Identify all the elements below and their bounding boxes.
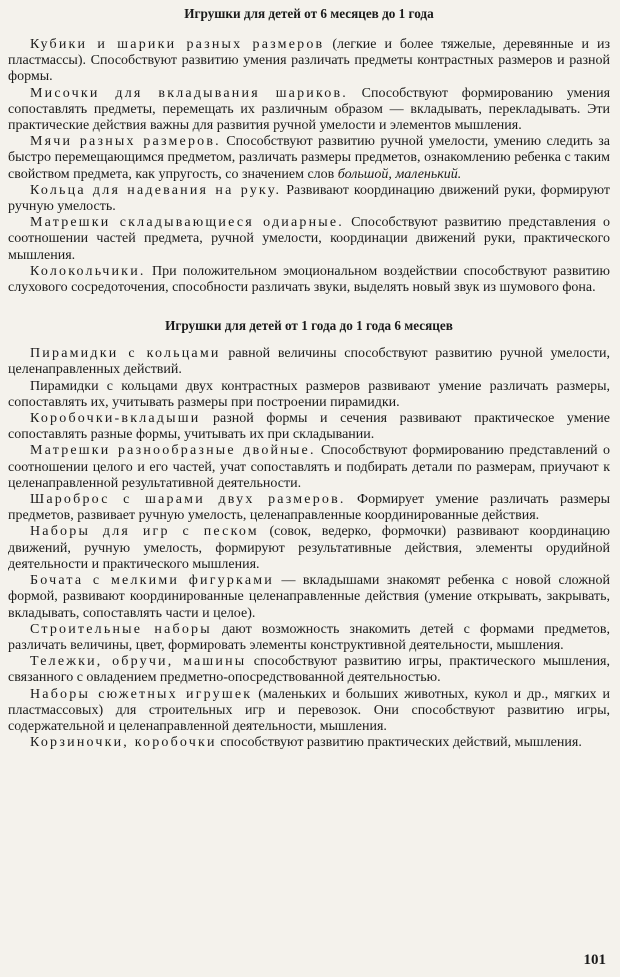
section-1-body [8,37,610,296]
paragraph-text: равной величины способствуют развитию ручной умелости, целенаправленных действий. [8,346,611,378]
paragraph [8,134,610,183]
paragraph-term: Тележки, обручи, машины [30,654,247,670]
paragraph-text: способствуют развитию игры, практического мышления, связанного с овладением предметно-опосредствованной деятельностью. [8,654,610,686]
paragraph [8,735,610,751]
paragraph-term: Матрешки складывающиеся одиарные. [30,215,344,231]
paragraph-text: Способствуют развитию ручной умелости, умению следить за быстро перемещающимся предметом, различать размеры предметов, ознакомлению ребенка с таким свойством предмета, как упругость, со значением слов [8,134,610,182]
paragraph-term: Мисочки для вкладывания шариков. [30,85,348,101]
paragraph [8,379,610,411]
paragraph-term: Пирамидки с кольцами [30,346,221,362]
paragraph-term: Кольца для надевания на руку. [30,182,282,198]
paragraph-term: Строительные наборы [30,621,212,637]
paragraph [8,346,610,378]
section-2-body [8,346,610,751]
paragraph [8,524,610,573]
paragraph [8,183,610,215]
paragraph-text: — вкладышами знакомят ребенка с новой сложной формой, развивают координированные целенаправленные действия (умение открывать, закрывать, вкладывать, сопоставлять части и целое). [8,573,610,621]
paragraph-term: Мячи разных размеров. [30,134,221,150]
paragraph-term: Наборы для игр с песком [30,524,259,540]
paragraph [8,443,610,492]
paragraph-text: Формирует умение различать размеры предметов, развивает ручную умелость, целенаправленные координированные действия. [8,492,610,524]
paragraph-text: (совок, ведерко, формочки) развивают координацию движений, ручную умелость, формируют результативные действия, элементы орудийной деятельности и практического мышления. [8,524,610,572]
paragraph-text: Пирамидки с кольцами двух контрастных размеров развивают умение различать размеры, сопоставлять их, учитывать размеры при построении пирамидки. [8,378,610,410]
paragraph-term: Коробочки-вкладыши [30,411,201,427]
paragraph-text: Развивают координацию движений руки, формируют ручную умелость. [8,182,610,215]
paragraph [8,411,610,443]
paragraph [8,86,610,135]
paragraph-italic: большой, маленький. [337,166,462,182]
paragraph-text: дают возможность знакомить детей с формами предметов, различать величины, цвет, формировать элементы конструктивной деятельности, мышления. [8,621,610,653]
paragraph [8,215,610,264]
paragraph [8,654,610,686]
paragraph-term: Наборы сюжетных игрушек [30,686,253,702]
paragraph-text: Способствуют формированию представлений о соотношении целого и его частей, учат сопоставлять и подбирать детали по размерам, приучают к целенаправленной результативной деятельности. [8,443,610,491]
paragraph [8,264,610,296]
section-1-title: Игрушки для детей от 6 месяцев до 1 года [184,6,434,21]
paragraph-term: Кубики и шарики разных размеров [30,37,325,52]
paragraph-text: (маленьких и больших животных, кукол и др., мягких и пластмассовых) для строительных игр и перевозок. Они способствуют развитию игры, содержательной и целенаправленной деятельности, мышления. [8,686,610,734]
paragraph-term: Корзиночки, коробочки [30,735,217,751]
paragraph-text: (легкие и более тяжелые, деревянные и из пластмассы). Способствуют развитию умения различать предметы контрастных размеров и разной формы. [8,37,610,85]
paragraph [8,687,610,736]
paragraph-term: Колокольчики. [30,263,146,279]
paragraph-text: Способствуют формированию умения сопоставлять предметы, перемещать их различным образом — вкладывать, перекладывать. Эти практические действия важны для развития ручной умелости и элементов мышления. [8,85,611,134]
page-number: 101 [583,952,606,968]
paragraph-text: При положительном эмоциональном воздействии способствуют развитию слухового сосредоточения, способности различать звуки, выделять новый звук из шумового фона. [8,263,610,296]
paragraph [8,573,610,622]
paragraph-text: разной формы и сечения развивают практическое умение сопоставлять разные формы, учитывать их при складывании. [8,411,610,443]
paragraph-text: Способствуют развитию представления о соотношении частей предмета, ручной умелости, координации движений руки, практического мышления. [8,215,610,263]
paragraph [8,622,610,654]
paragraph-term: Шароброс с шарами двух размеров. [30,492,346,508]
paragraph [8,37,610,86]
paragraph-term: Матрешки разнообразные двойные. [30,443,316,459]
paragraph-text: способствуют развитию практических действий, мышления. [216,735,582,751]
paragraph [8,492,610,524]
paragraph-term: Бочата с мелкими фигурками [30,573,274,589]
section-2-title: Игрушки для детей от 1 года до 1 года 6 месяцев [165,318,453,334]
